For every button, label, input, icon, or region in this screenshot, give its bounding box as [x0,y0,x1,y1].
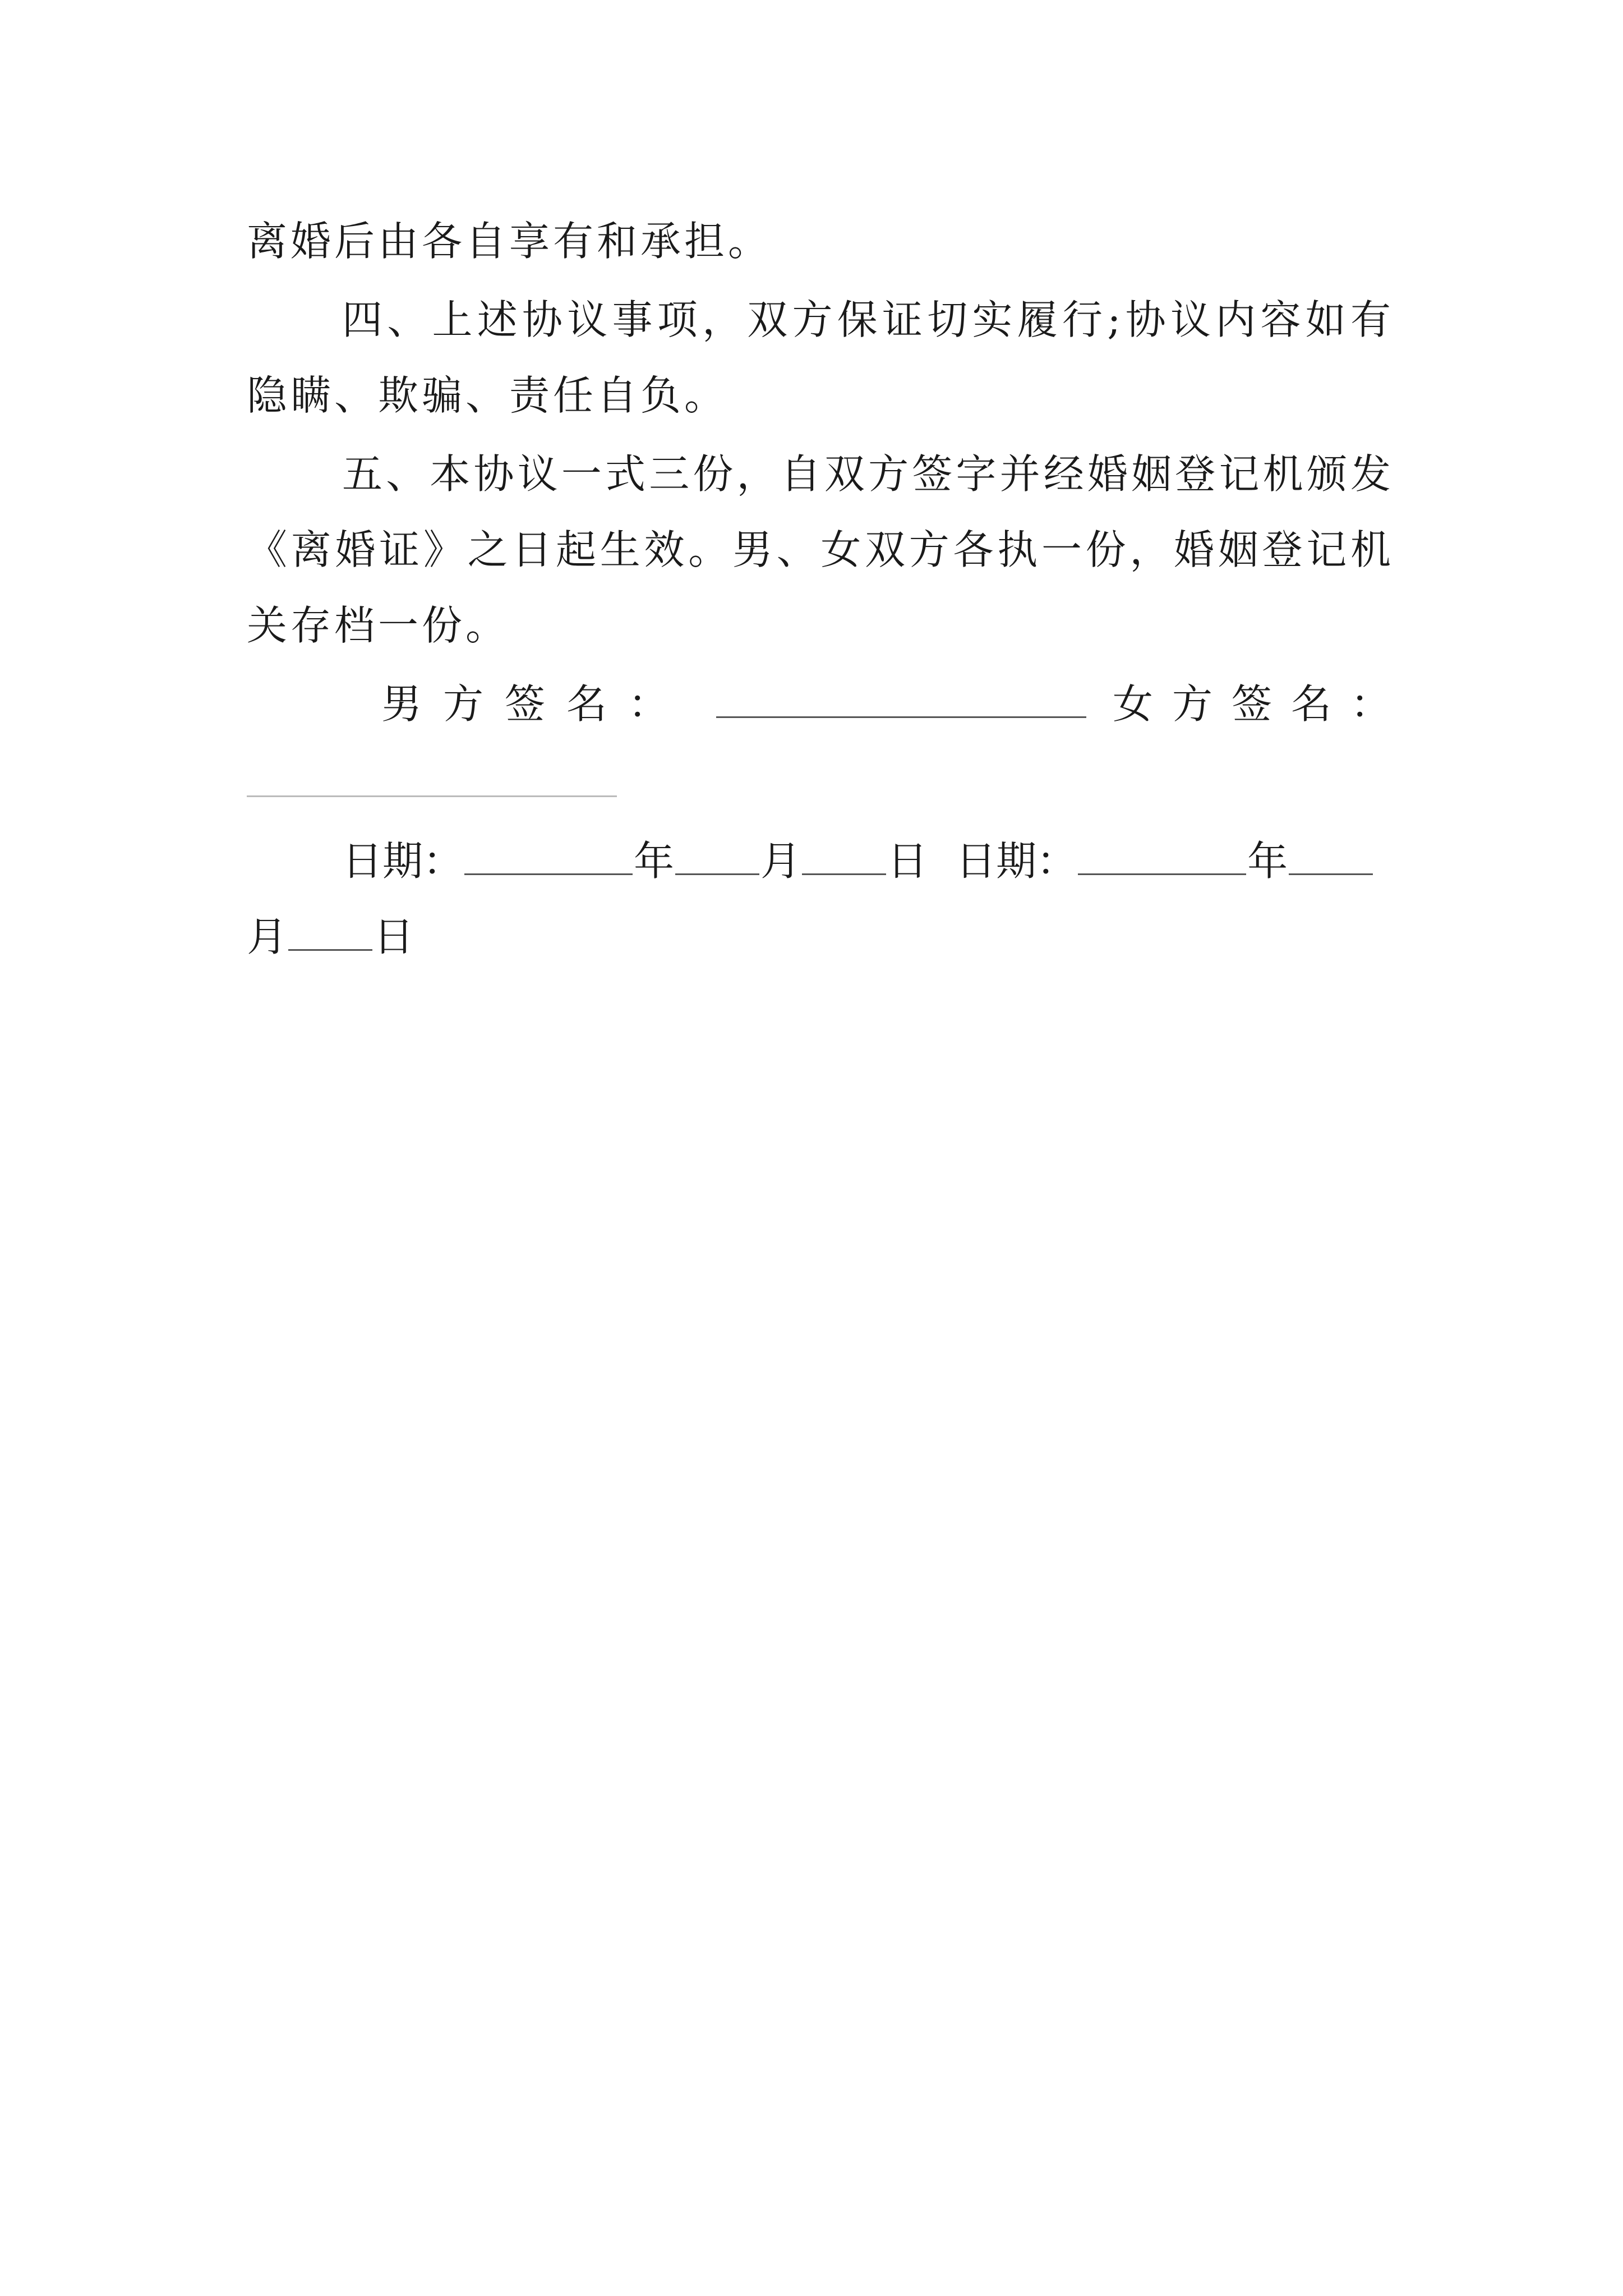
male-date-label: 日期： [342,838,464,885]
male-month-field[interactable] [675,834,759,875]
male-day-field[interactable] [802,834,886,875]
female-day-field[interactable] [288,910,372,951]
day-label: 日 [374,913,414,960]
paragraph-line: 四、上述协议事项，双方保证切实履行;协议内容如有 [342,296,1391,343]
month-label: 月 [247,913,288,960]
male-signature-field[interactable] [716,677,1086,718]
paragraph-line: 五、本协议一式三份，自双方签字并经婚姻登记机颁发 [342,450,1391,498]
female-month-field[interactable] [1289,834,1373,875]
year-label: 年 [1247,838,1288,885]
year-label: 年 [634,838,675,885]
paragraph-line: 《离婚证》之日起生效。男、女双方各执一份，婚姻登记机 [247,526,1391,573]
day-label: 日 [887,838,928,885]
signature-row [381,676,1410,732]
paragraph-line: 离婚后由各自享有和承担。 [247,218,772,265]
female-signature-field[interactable] [247,795,617,797]
female-date-label: 日期： [956,838,1077,885]
date-row-continued [247,909,1295,965]
date-row [342,833,1391,889]
male-year-field[interactable] [464,834,633,875]
female-signature-label: 女方签名： [1112,680,1410,728]
female-year-field[interactable] [1078,834,1246,875]
paragraph-line: 关存档一份。 [247,602,510,649]
paragraph-line: 隐瞒、欺骗、责任自负。 [247,372,728,419]
month-label: 月 [760,838,801,885]
male-signature-label: 男方签名： [381,680,690,728]
